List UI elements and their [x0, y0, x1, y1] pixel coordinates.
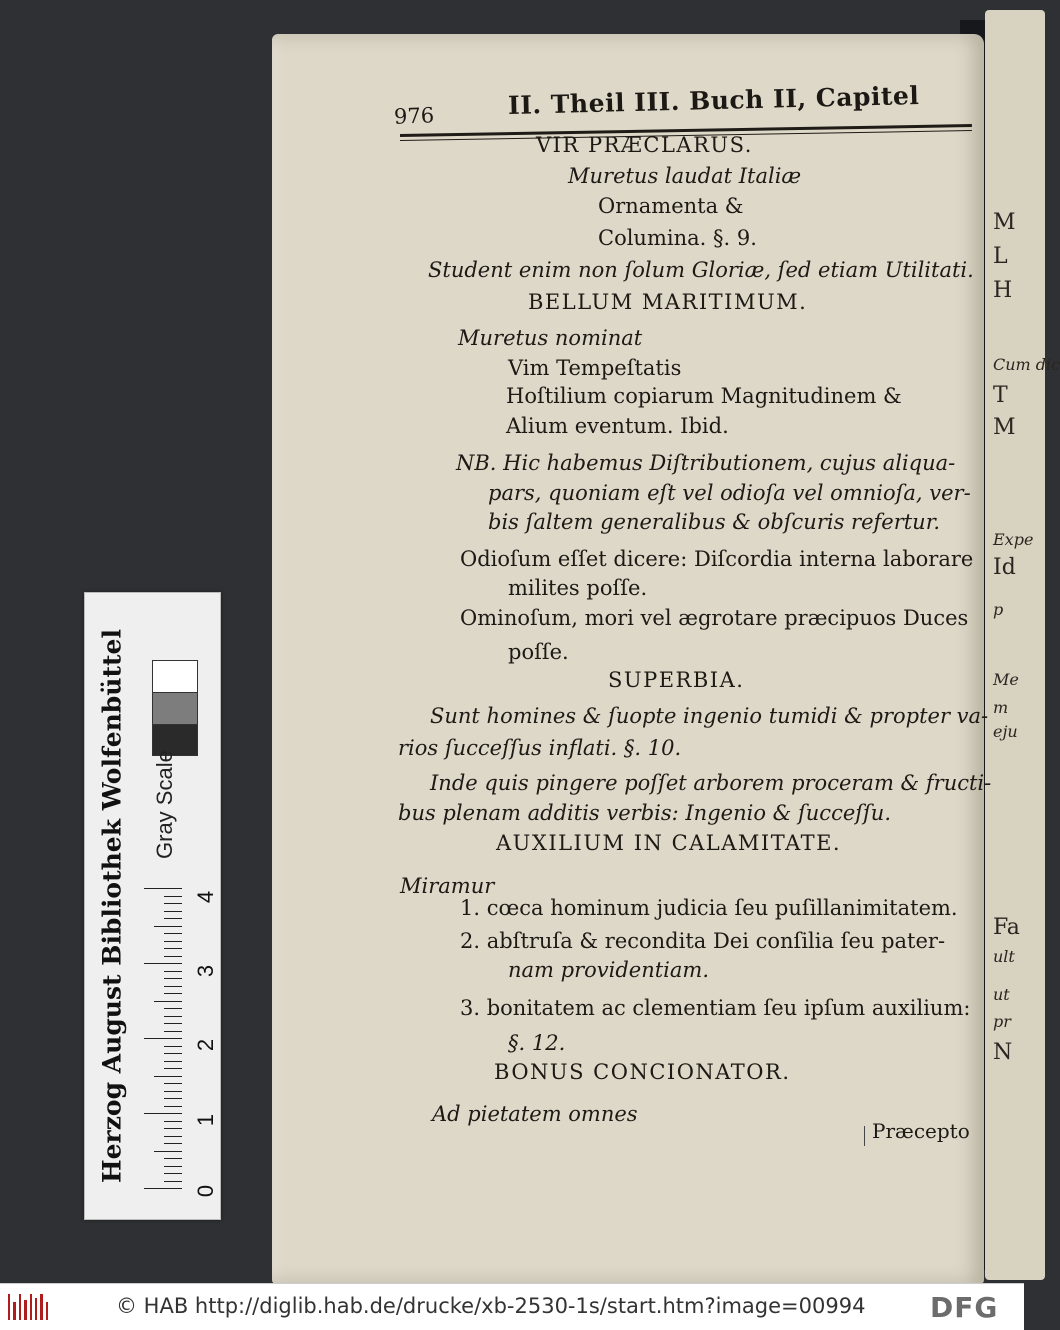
text-line: §. 12.: [508, 1031, 566, 1055]
facing-page-fragment: L: [993, 244, 1008, 269]
text-line: bus plenam additis verbis: Ingenio & ſucceſſu.: [398, 801, 891, 825]
section-heading: BONUS CONCIONATOR.: [494, 1060, 791, 1084]
ruler-tick: [164, 896, 182, 897]
facing-page-fragment: Fa: [993, 915, 1020, 940]
text-line: Vim Tempeſtatis: [508, 356, 682, 380]
gray-scale-label: Gray Scale: [152, 750, 177, 860]
text-line: Columina. §. 9.: [598, 226, 757, 250]
text-line: Hoſtilium copiarum Magnitudinem &: [506, 384, 902, 408]
facing-page-fragment: m: [993, 698, 1009, 717]
text-line: Ornamenta &: [598, 194, 744, 218]
page-number: 976: [393, 103, 435, 129]
ruler-number: 4: [193, 890, 218, 904]
gray-swatch-mid: [152, 692, 198, 726]
ruler-number: 1: [193, 1113, 218, 1127]
ruler-tick: [164, 971, 182, 972]
ruler-tick: [154, 1076, 182, 1077]
text-line: nam providentiam.: [508, 958, 709, 982]
text-line: Inde quis pingere poſſet arborem proceram & fructi-: [430, 771, 992, 795]
facing-page-fragment: Id: [993, 555, 1016, 580]
ruler-number: 3: [193, 964, 218, 978]
ruler-tick: [144, 888, 182, 889]
ruler-tick: [164, 956, 182, 957]
ruler-ticks: [142, 888, 182, 1200]
text-line: Ad pietatem omnes: [432, 1102, 638, 1126]
copyright-link[interactable]: © HAB http://diglib.hab.de/drucke/xb-2530-1s/start.htm?image=00994: [116, 1294, 866, 1318]
text-line: bis ſaltem generalibus & obſcuris refertur.: [488, 510, 941, 534]
ruler-number: 2: [193, 1038, 218, 1052]
ruler-tick: [164, 1121, 182, 1122]
ruler-tick: [164, 1136, 182, 1137]
text-line: 2. abſtruſa & recondita Dei conſilia ſeu pater-: [460, 929, 946, 953]
ruler-tick: [164, 1008, 182, 1009]
ruler-tick: [164, 993, 182, 994]
text-line: NB. Hic habemus Diſtributionem, cujus aliqua-: [456, 451, 956, 475]
facing-page-fragment: pr: [993, 1012, 1011, 1031]
ruler-tick: [164, 1091, 182, 1092]
ruler-tick: [164, 1083, 182, 1084]
text-line: 1. cœca hominum judicia ſeu puſillanimitatem.: [460, 896, 958, 920]
facing-page-fragment: Me: [993, 670, 1019, 689]
ruler-tick: [144, 1188, 182, 1189]
book-page: [272, 34, 992, 1284]
catchword-mark: [864, 1126, 865, 1146]
facing-page-fragment: ut: [993, 985, 1010, 1004]
ruler-tick: [164, 978, 182, 979]
facing-page-fragment: p: [993, 600, 1004, 619]
ruler-tick: [164, 1016, 182, 1017]
ruler-tick: [164, 1061, 182, 1062]
ruler-tick: [164, 1158, 182, 1159]
facing-page-edge: [985, 10, 1060, 1280]
facing-page-fragment: H: [993, 278, 1013, 303]
ruler-tick: [164, 911, 182, 912]
ruler-tick: [144, 1113, 182, 1114]
text-line: poſſe.: [508, 640, 569, 664]
text-line: pars, quoniam eſt vel odioſa vel omnioſa, ver-: [488, 481, 971, 505]
ruler-number: 0: [193, 1184, 218, 1198]
ruler-tick: [164, 1068, 182, 1069]
scale-institution-label: Herzog August Bibliothek Wolfenbüttel: [97, 629, 127, 1183]
ruler-tick: [144, 963, 182, 964]
running-title: II. Theil III. Buch II, Capitel: [507, 80, 920, 121]
footer-bar: [0, 1283, 1024, 1330]
ruler-tick: [164, 1128, 182, 1129]
ruler-tick: [164, 918, 182, 919]
ruler-tick: [144, 1038, 182, 1039]
facing-page-fragment: Expe: [993, 530, 1034, 549]
text-line: 3. bonitatem ac clementiam ſeu ipſum auxilium:: [460, 996, 971, 1020]
facing-page-fragment: M: [993, 415, 1016, 440]
catchword: Præcepto: [872, 1119, 970, 1143]
ruler-tick: [164, 1023, 182, 1024]
text-line: Sunt homines & ſuopte ingenio tumidi & propter va-: [430, 704, 989, 728]
gray-swatch-white: [152, 660, 198, 694]
ruler-tick: [164, 1143, 182, 1144]
text-line: Muretus laudat Italiæ: [568, 164, 802, 188]
ruler-tick: [164, 1173, 182, 1174]
ruler-tick: [164, 1166, 182, 1167]
ruler-tick: [154, 1001, 182, 1002]
section-heading: SUPERBIA.: [608, 668, 745, 692]
ruler-tick: [164, 986, 182, 987]
ruler-tick: [164, 1106, 182, 1107]
text-line: Miramur: [400, 874, 495, 898]
ruler-tick: [164, 1031, 182, 1032]
ruler-tick: [164, 1046, 182, 1047]
text-line: Odioſum eſſet dicere: Diſcordia interna laborare: [460, 547, 974, 571]
ruler-tick: [154, 1151, 182, 1152]
facing-page-fragment: M: [993, 210, 1016, 235]
facing-page-fragment: eju: [993, 722, 1018, 741]
facing-page-fragment: N: [993, 1040, 1013, 1065]
ruler-tick: [164, 1053, 182, 1054]
ruler-tick: [154, 926, 182, 927]
ruler-tick: [164, 948, 182, 949]
facing-page-fragment: Cum dic: [993, 355, 1060, 374]
ruler-tick: [164, 1181, 182, 1182]
section-heading: VIR PRÆCLARUS.: [536, 133, 753, 157]
ruler-tick: [164, 933, 182, 934]
ruler-tick: [164, 903, 182, 904]
dfg-logo: DFG: [930, 1291, 999, 1324]
text-line: Student enim non ſolum Gloriæ, ſed etiam Utilitati.: [428, 258, 974, 282]
hab-barcode-icon: [8, 1294, 48, 1320]
text-line: Muretus nominat: [458, 326, 643, 350]
ruler-tick: [164, 941, 182, 942]
text-line: Alium eventum. Ibid.: [506, 414, 729, 438]
ruler-tick: [164, 1098, 182, 1099]
text-line: milites poſſe.: [508, 576, 648, 600]
facing-page-fragment: ult: [993, 947, 1015, 966]
facing-page-fragment: T: [993, 383, 1008, 408]
section-heading: BELLUM MARITIMUM.: [528, 290, 808, 314]
text-line: rios ſucceſſus inflati. §. 10.: [398, 736, 682, 760]
section-heading: AUXILIUM IN CALAMITATE.: [496, 831, 842, 855]
text-line: Ominoſum, mori vel ægrotare præcipuos Duces: [460, 606, 969, 630]
